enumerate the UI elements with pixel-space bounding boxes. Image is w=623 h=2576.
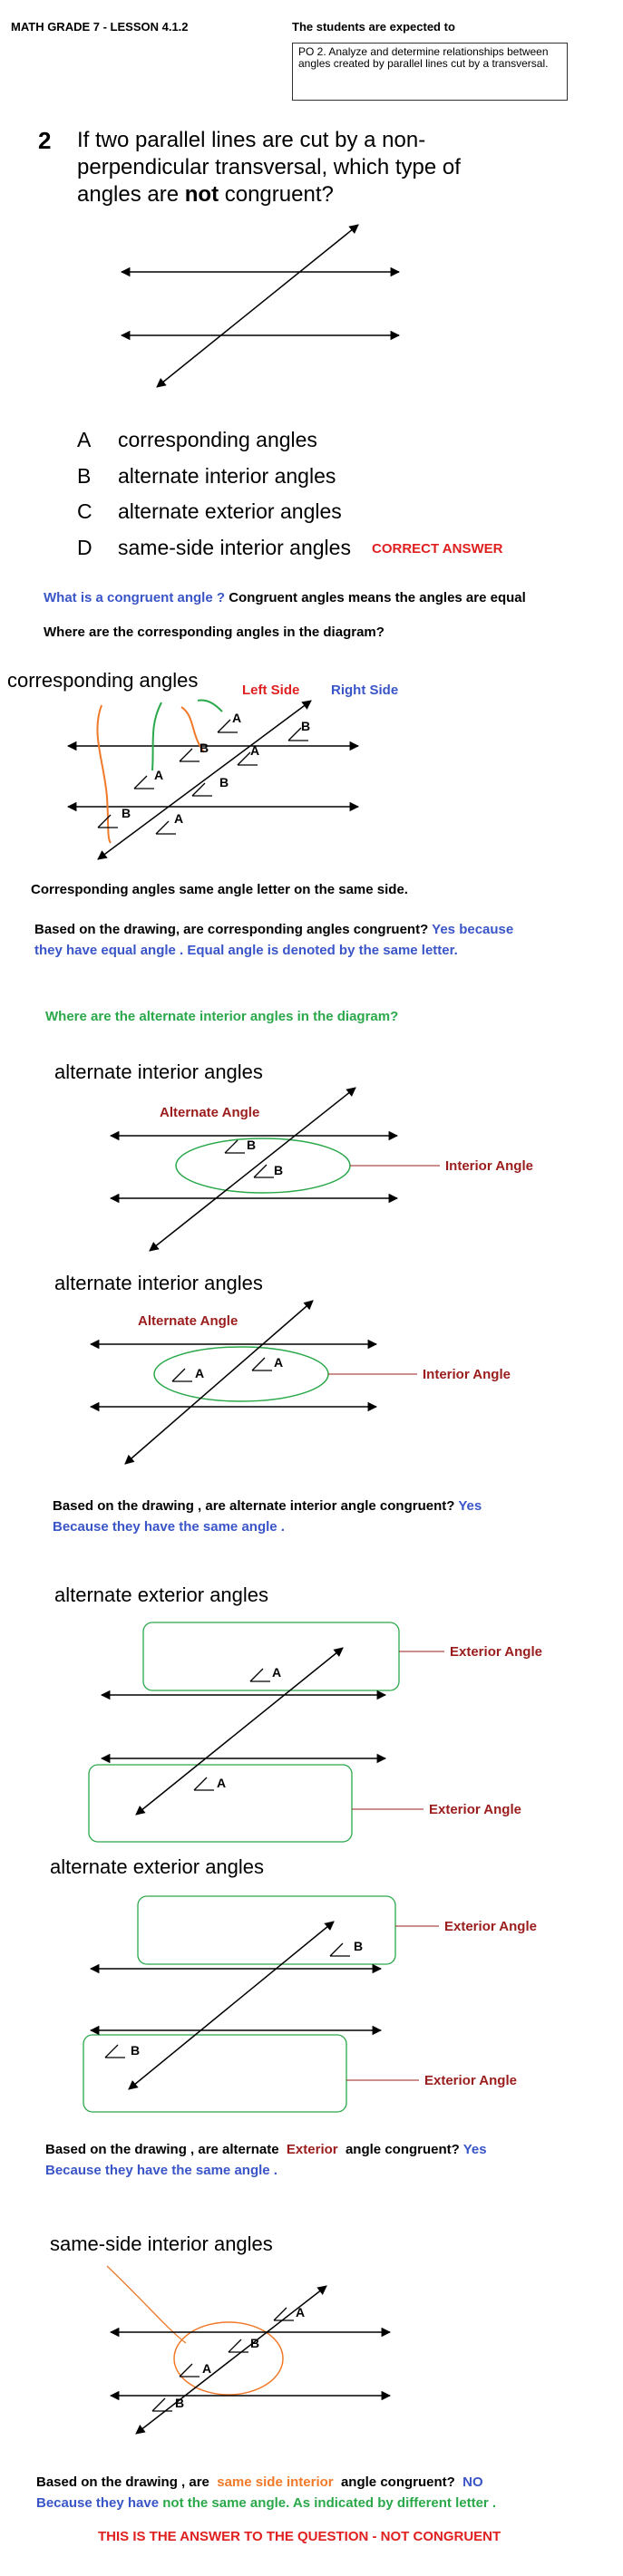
- alternate-interior-diagram-2: [0, 1260, 623, 1477]
- corresponding-caption: Corresponding angles same angle letter on the same side.: [31, 882, 408, 897]
- alt-exterior-answer: [45, 2139, 553, 2181]
- alt-int-letter-a: A: [274, 1355, 284, 1370]
- congruent-definition: [44, 587, 526, 608]
- corresponding-title: corresponding angles: [7, 669, 199, 692]
- same-side-reason-1: Because they have: [36, 2495, 160, 2511]
- corr-angle-mark: [180, 749, 200, 761]
- question-text-main: If two parallel lines are cut by a non-perpendicular transversal, which type of angles are: [77, 128, 461, 207]
- corr-transversal: [98, 701, 311, 859]
- corr-letter-b: B: [122, 806, 131, 820]
- corr-letter-a: A: [250, 743, 260, 758]
- where-corresponding: Where are the corresponding angles in the diagram?: [44, 625, 385, 640]
- green-bracket-left: [152, 702, 161, 770]
- right-side-label: Right Side: [331, 683, 399, 698]
- same-side-answer: [36, 2472, 599, 2513]
- corresponding-answer: [34, 919, 524, 961]
- alt-exterior-reason: Because they have the same angle .: [45, 2163, 277, 2178]
- alt-interior-answer: [53, 1496, 560, 1537]
- alt-exterior-question-1: Based on the drawing , are alternate: [45, 2142, 279, 2157]
- transversal-line: [157, 225, 358, 387]
- alternate-angle-label-1: Alternate Angle: [160, 1105, 260, 1120]
- option-d-letter: D: [77, 536, 92, 559]
- same-side-angle-mark: [229, 2339, 248, 2352]
- alt-int-letter-b: B: [247, 1138, 257, 1152]
- where-alternate: Where are the alternate interior angles in the diagram?: [45, 1009, 399, 1024]
- alt-ext-letter-a: A: [272, 1665, 282, 1680]
- option-c-text: alternate exterior angles: [118, 499, 342, 523]
- interior-angle-label-2: Interior Angle: [423, 1367, 511, 1382]
- same-side-angle-mark: [152, 2398, 172, 2411]
- alt-ext-letter-b: B: [354, 1939, 364, 1953]
- option-c[interactable]: [77, 499, 342, 524]
- alt-ext-letter-a: A: [217, 1776, 227, 1790]
- po-standard-text: PO 2. Analyze and determine relationships between angles created by parallel lines cut by a transversal.: [298, 45, 549, 70]
- corr-angle-mark: [156, 821, 176, 834]
- corr-letter-b: B: [301, 719, 311, 733]
- interior-angle-label-1: Interior Angle: [445, 1158, 533, 1174]
- question-text-not: not: [184, 182, 219, 207]
- alt-ext-angle-mark: [194, 1777, 214, 1790]
- alt-int-title-1: alternate interior angles: [54, 1060, 263, 1083]
- option-a-letter: A: [77, 428, 92, 451]
- lesson-title: MATH GRADE 7 - LESSON 4.1.2: [11, 20, 189, 34]
- same-side-angle-mark: [180, 2364, 200, 2377]
- po-standard-box: [292, 43, 568, 101]
- same-side-question-2: angle congruent?: [340, 2474, 455, 2490]
- expected-heading: The students are expected to: [292, 20, 455, 34]
- alt-int-letter-a: A: [195, 1366, 205, 1380]
- exterior-angle-label-bottom-1: Exterior Angle: [429, 1802, 521, 1817]
- corr-letter-a: A: [232, 711, 242, 725]
- corresponding-diagram: [0, 662, 623, 879]
- green-bracket-right: [198, 700, 222, 712]
- left-side-label: Left Side: [242, 683, 300, 698]
- exterior-angle-label-bottom-2: Exterior Angle: [424, 2073, 517, 2088]
- exterior-box-bottom-2: [83, 2035, 346, 2112]
- corr-letter-b: B: [200, 741, 209, 755]
- alt-exterior-yes: Yes: [462, 2142, 487, 2157]
- option-c-letter: C: [77, 499, 92, 523]
- exterior-angle-label-top-2: Exterior Angle: [444, 1919, 537, 1934]
- question-text: [77, 127, 476, 208]
- corresponding-question: Based on the drawing, are corresponding angles congruent?: [34, 922, 429, 937]
- exterior-box-top-1: [143, 1622, 399, 1690]
- interior-ellipse-1: [176, 1138, 350, 1193]
- alternate-interior-diagram-1: [0, 1051, 623, 1260]
- alt-int-angle-mark: [172, 1369, 192, 1381]
- same-side-interior-diagram: [0, 2230, 623, 2438]
- corresponding-yes: Yes: [432, 922, 456, 937]
- alt-int-angle-mark: [252, 1358, 272, 1370]
- corr-letter-a: A: [154, 768, 164, 782]
- option-b-letter: B: [77, 464, 92, 488]
- same-side-letter-a: A: [296, 2305, 306, 2319]
- option-a-text: corresponding angles: [118, 428, 317, 451]
- corresponding-reason: because they have equal angle . Equal angle is denoted by the same letter.: [34, 922, 514, 958]
- alt-ext-letter-b: B: [131, 2043, 141, 2058]
- same-side-letter-b: B: [175, 2396, 185, 2410]
- corr-angle-mark: [134, 776, 154, 789]
- alt-ext-title-1: alternate exterior angles: [54, 1583, 269, 1606]
- alt-int-angle-mark: [225, 1140, 245, 1153]
- alt-ext-angle-mark: [330, 1943, 350, 1956]
- option-a[interactable]: [77, 428, 317, 452]
- same-side-question-1: Based on the drawing , are: [36, 2474, 209, 2490]
- question-number: 2: [38, 127, 52, 154]
- alt-ext-transversal-1: [136, 1648, 343, 1815]
- corr-letter-b: B: [219, 775, 229, 789]
- exterior-box-top-2: [138, 1896, 395, 1964]
- corr-letter-a: A: [174, 811, 184, 826]
- question-diagram: [0, 208, 623, 399]
- same-side-letter-b: B: [250, 2336, 260, 2350]
- congruent-question: What is a congruent angle ?: [44, 590, 226, 605]
- alt-exterior-word: Exterior: [286, 2142, 338, 2157]
- alt-int-letter-b: B: [274, 1163, 284, 1177]
- alt-interior-question: Based on the drawing , are alternate interior angle congruent?: [53, 1498, 455, 1514]
- alt-ext-angle-mark: [105, 2045, 125, 2058]
- same-side-no: NO: [462, 2474, 483, 2490]
- final-answer: THIS IS THE ANSWER TO THE QUESTION - NOT CONGRUENT: [98, 2529, 501, 2544]
- alt-int-title-2: alternate interior angles: [54, 1272, 263, 1294]
- same-side-word: same side interior: [217, 2474, 334, 2490]
- correct-answer-label: CORRECT ANSWER: [372, 541, 503, 557]
- alt-interior-reason: Because they have the same angle .: [53, 1519, 285, 1535]
- question-text-end: congruent?: [224, 182, 334, 207]
- same-side-reason-2: not the same angle. As indicated by different letter .: [162, 2495, 497, 2511]
- option-b-text: alternate interior angles: [118, 464, 336, 488]
- congruent-answer: Congruent angles means the angles are equal: [229, 590, 526, 605]
- option-d[interactable]: [77, 536, 351, 560]
- alt-ext-title-2: alternate exterior angles: [50, 1855, 265, 1878]
- alt-interior-yes: Yes: [458, 1498, 482, 1514]
- alternate-angle-label-2: Alternate Angle: [138, 1313, 238, 1329]
- alt-exterior-question-2: angle congruent?: [345, 2142, 460, 2157]
- alt-ext-transversal-2: [129, 1922, 334, 2089]
- alternate-exterior-diagram-1: [0, 1577, 623, 1849]
- corr-angle-mark: [192, 783, 212, 796]
- alternate-exterior-diagram-2: [0, 1849, 623, 2121]
- option-d-text: same-side interior angles: [118, 536, 351, 559]
- alt-ext-angle-mark: [250, 1669, 270, 1681]
- exterior-angle-label-top-1: Exterior Angle: [450, 1644, 542, 1660]
- option-b[interactable]: [77, 464, 336, 489]
- same-side-title: same-side interior angles: [50, 2232, 273, 2255]
- same-side-letter-a: A: [202, 2361, 212, 2376]
